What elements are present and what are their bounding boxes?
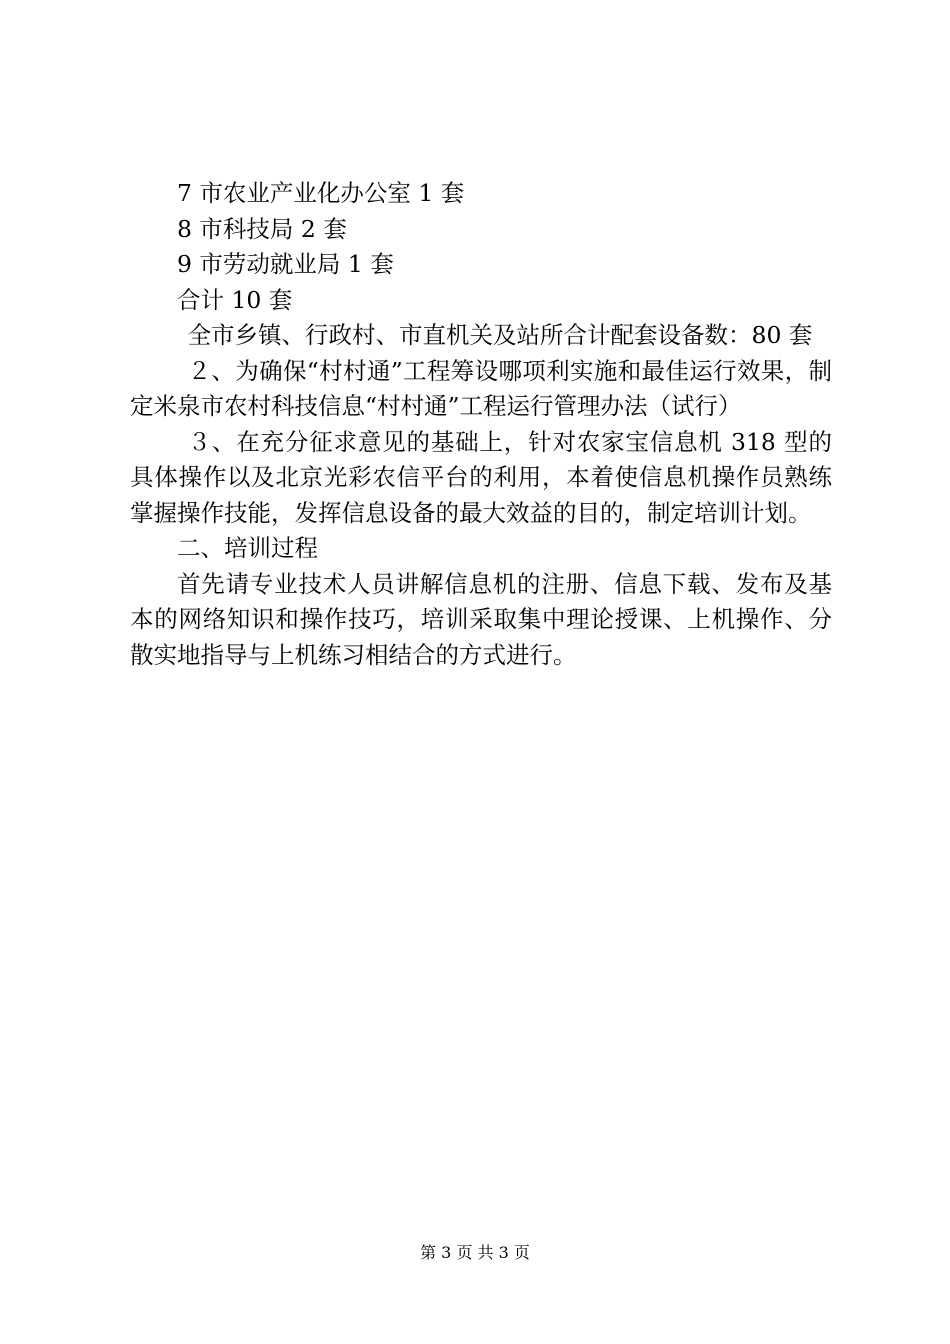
section-heading-training-process: 二、培训过程 [177,534,318,562]
page-number-footer: 第 3 页 共 3 页 [420,1243,530,1262]
paragraph-equipment-total: 全市乡镇、行政村、市直机关及站所合计配套设备数：80 套 [187,321,813,349]
list-item-science-bureau: 8 市科技局 2 套 [177,214,347,243]
paragraph-training-plan: ３、在充分征求意见的基础上，针对农家宝信息机 318 型的具体操作以及北京光彩农信平台的利用，本着使信息机操作员熟练掌握操作技能，发挥信息设备的最大效益的目的，制定培训计划。 [130,427,832,527]
document-body [130,176,832,673]
list-item-agriculture-office: 7 市农业产业化办公室 1 套 [177,179,465,207]
paragraph-management-measures: ２、为确保“村村通”工程筹设哪项利实施和最佳运行效果，制定米泉市农村科技信息“村村通”工程运行管理办法（试行） [130,356,832,420]
paragraph-training-process: 首先请专业技术人员讲解信息机的注册、信息下载、发布及基本的网络知识和操作技巧，培训采取集中理论授课、上机操作、分散实地指导与上机练习相结合的方式进行。 [130,569,832,669]
list-item-labor-bureau: 9 市劳动就业局 1 套 [177,250,394,278]
list-item-total: 合计 10 套 [177,285,293,314]
